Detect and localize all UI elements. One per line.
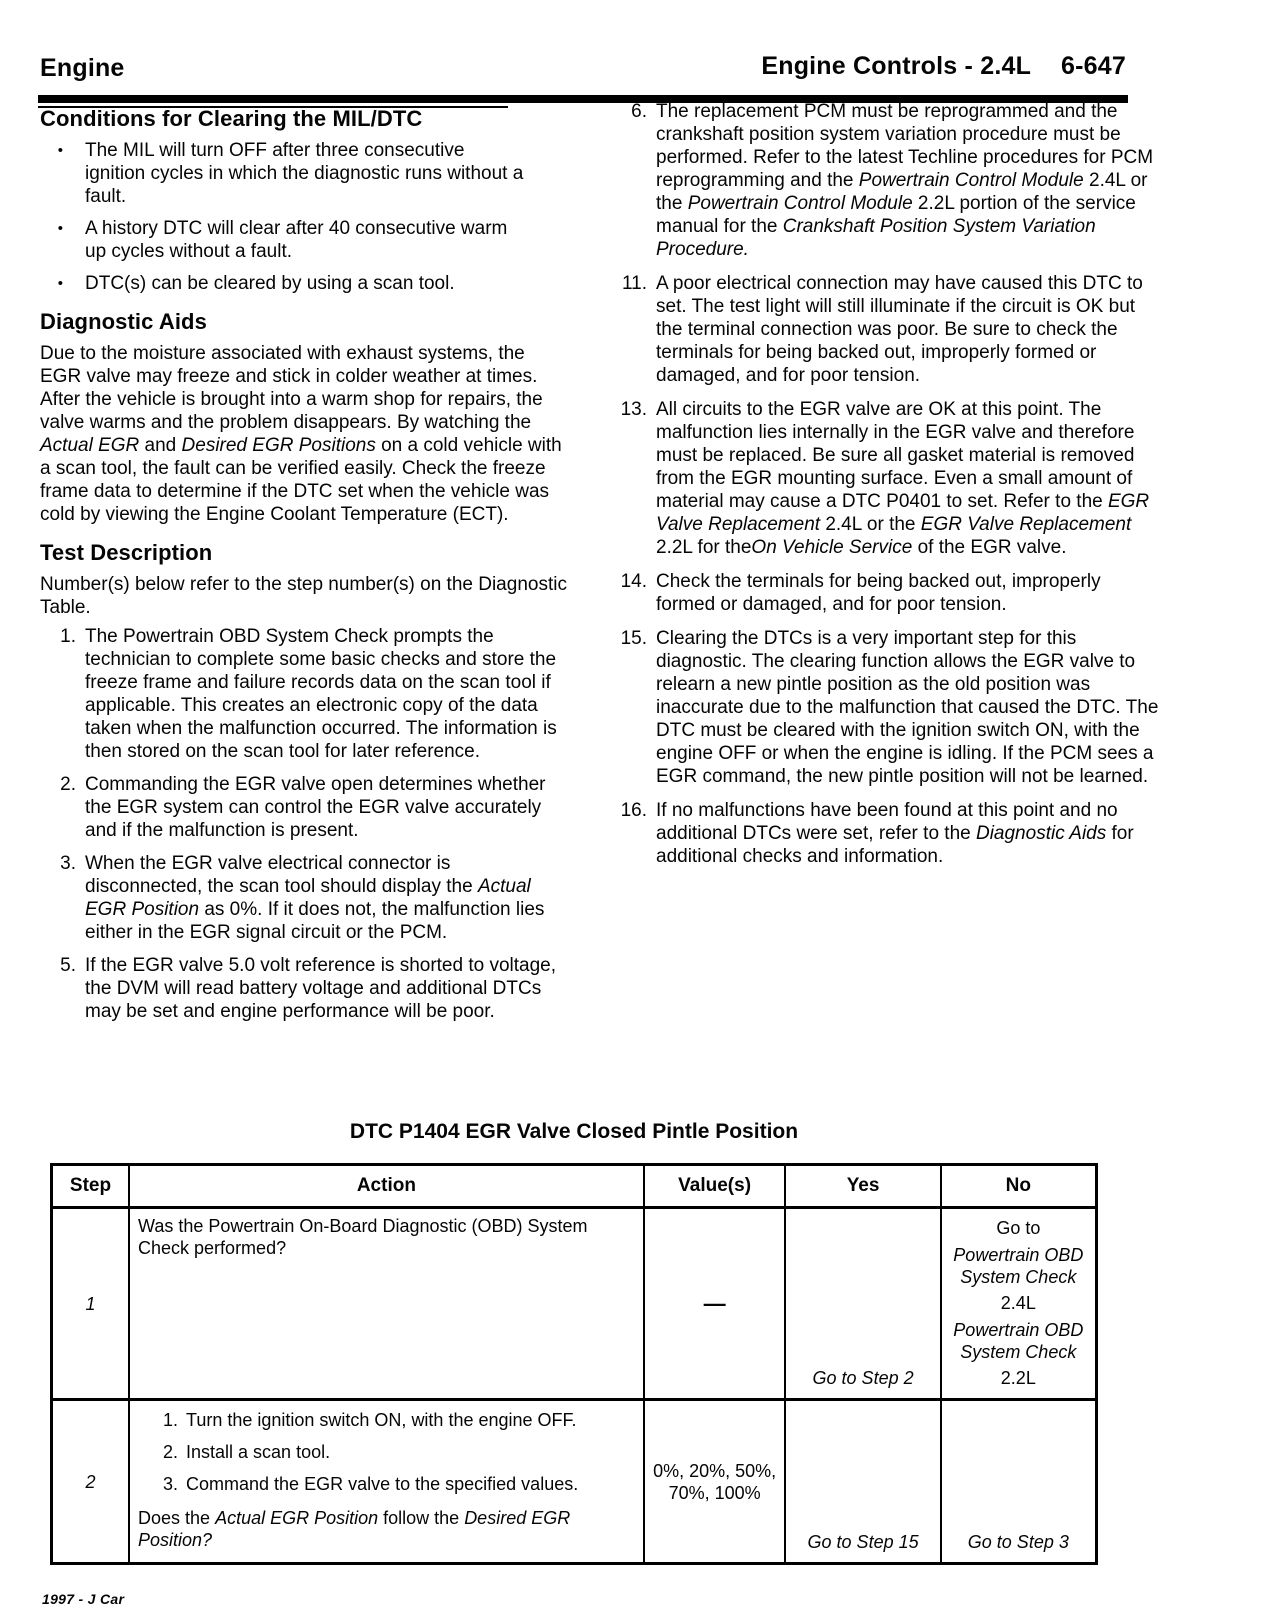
- values-cell: [643, 1206, 785, 1398]
- substep-number: 3.: [163, 1474, 179, 1494]
- diagnostic-aids-paragraph: Due to the moisture associated with exhaust systems, the EGR valve may freeze and stick in colder weather at times. After the vehicle is brought into a warm shop for repairs, the valve warms and the problem disappears. By watching the Actual EGR and Desired EGR Positions on a cold vehicle with a scan tool, the fault can be verified easily. Check the freeze frame data to determine if the DTC set when the vehicle was cold by viewing the Engine Coolant Temperature (ECT).: [40, 343, 562, 525]
- section-title: Engine Controls - 2.4L: [761, 52, 1032, 80]
- item-text: Check the terminals for being backed out, improperly formed or damaged, and for poor tension.: [656, 571, 1101, 615]
- test-description-intro: Number(s) below refer to the step number(s) on the Diagnostic Table.: [40, 574, 567, 618]
- item-number: 13.: [620, 399, 647, 420]
- right-column: [612, 100, 1164, 879]
- diagnostic-table: [50, 1163, 1098, 1565]
- item-number: 2.: [60, 774, 76, 795]
- item-text: All circuits to the EGR valve are OK at this point. The malfunction lies internally in the EGR valve and therefore must be replaced. Be sure all gasket material is removed from the EGR mounting surface. Even a small amount of material may cause a DTC P0401 to set. Refer to the EGR Valve Replacement 2.4L or the EGR Valve Replacement 2.2L for theOn Vehicle Service of the EGR valve.: [656, 399, 1150, 558]
- heading-conditions: Conditions for Clearing the MIL/DTC: [40, 106, 423, 131]
- col-header-step: Step: [69, 1175, 112, 1196]
- item-text: Commanding the EGR valve open determines whether the EGR system can control the EGR valve accurately and if the malfunction is present.: [85, 774, 546, 841]
- no-cell: Go to Step 3: [940, 1398, 1095, 1562]
- em-dash: —: [703, 1290, 726, 1316]
- item-number: 16.: [620, 800, 647, 821]
- item-text: Clearing the DTCs is a very important step for this diagnostic. The clearing function allows the EGR valve to relearn a new pintle position as the old position was inaccurate due to the malfunction that caused the DTC. The DTC must be cleared with the ignition switch ON, with the engine OFF or when the engine is idling. If the PCM sees a EGR command, the new pintle position will not be learned.: [656, 628, 1159, 787]
- item-number: 14.: [620, 571, 647, 592]
- bullet-icon: •: [57, 142, 63, 159]
- item-text: The replacement PCM must be reprogrammed and the crankshaft position system variation procedure must be performed. Refer to the latest Techline procedures for PCM reprogramming and the Powertrain Control Module 2.4L or the Powertrain Control Module 2.2L portion of the service manual for the Crankshaft Position System Variation Procedure.: [656, 101, 1154, 260]
- item-number: 5.: [60, 955, 76, 976]
- substep-number: 1.: [163, 1410, 179, 1430]
- substep: [160, 1473, 635, 1495]
- yes-cell: Go to Step 2: [784, 1206, 939, 1398]
- action-cell: [128, 1398, 643, 1562]
- item-number: 1.: [60, 626, 76, 647]
- test-step-item: [40, 625, 568, 763]
- bullet-icon: •: [57, 275, 63, 292]
- test-step-item: [40, 852, 568, 944]
- item-text: A poor electrical connection may have caused this DTC to set. The test light will still illuminate if the circuit is OK but the terminal connection was poor. Be sure to check the terminals for being backed out, improperly formed or damaged, and for poor tension.: [656, 273, 1143, 386]
- col-header-action: Action: [128, 1166, 643, 1206]
- test-step-item: [40, 773, 568, 842]
- step-number: 1: [53, 1206, 128, 1398]
- page-footer: 1997 - J Car: [42, 1591, 125, 1607]
- yes-cell: Go to Step 15: [784, 1398, 939, 1562]
- col-header-values: Value(s): [643, 1166, 785, 1206]
- item-text: When the EGR valve electrical connector is disconnected, the scan tool should display the Actual EGR Position as 0%. If it does not, the malfunction lies either in the EGR signal circuit or the PCM.: [85, 853, 545, 943]
- test-step-item: [612, 398, 1164, 559]
- heading-test-description: Test Description: [40, 540, 213, 565]
- item-text: If the EGR valve 5.0 volt reference is shorted to voltage, the DVM will read battery voltage and additional DTCs may be set and engine performance will be poor.: [85, 955, 557, 1022]
- item-number: 6.: [631, 101, 647, 122]
- substep: [160, 1441, 635, 1463]
- item-text: If no malfunctions have been found at this point and no additional DTCs were set, refer to the Diagnostic Aids for additional checks and information.: [656, 800, 1134, 867]
- action-text: Was the Powertrain On-Board Diagnostic (OBD) System Check performed?: [128, 1206, 643, 1398]
- no-version-2: 2.2L: [1000, 1368, 1036, 1388]
- substep-text: Install a scan tool.: [186, 1442, 331, 1462]
- bullet-icon: •: [57, 220, 63, 237]
- step-number: 2: [53, 1398, 128, 1562]
- bullet-text: A history DTC will clear after 40 consecutive warm up cycles without a fault.: [85, 218, 508, 262]
- col-header-no: No: [940, 1166, 1095, 1206]
- left-column: [40, 106, 568, 1033]
- diagnostic-table-title: DTC P1404 EGR Valve Closed Pintle Position: [349, 1120, 799, 1143]
- substep-text: Command the EGR valve to the specified values.: [186, 1474, 579, 1494]
- test-step-item: [612, 100, 1164, 261]
- bullet-item: [40, 217, 568, 263]
- action-question: Does the Actual EGR Position follow the Desired EGR Position?: [138, 1508, 571, 1550]
- item-text: The Powertrain OBD System Check prompts the technician to complete some basic checks and store the freeze frame and failure records data on the scan tool if applicable. This creates an electronic copy of the data taken when the malfunction occurred. The information is then stored on the scan tool for later reference.: [85, 626, 557, 762]
- page-header-right: [761, 52, 1126, 81]
- values-cell: 0%, 20%, 50%, 70%, 100%: [643, 1398, 785, 1562]
- page-number: 6-647: [1061, 52, 1126, 80]
- bullet-text: The MIL will turn OFF after three consecutive ignition cycles in which the diagnostic runs without a fault.: [85, 140, 524, 207]
- item-number: 15.: [620, 628, 647, 649]
- heading-diagnostic-aids: Diagnostic Aids: [40, 309, 207, 334]
- test-step-item: [612, 272, 1164, 387]
- substep: [160, 1409, 635, 1431]
- test-step-item: [612, 799, 1164, 868]
- no-reference-2: Powertrain OBD System Check: [953, 1319, 1084, 1362]
- test-step-item: [612, 627, 1164, 788]
- substep-text: Turn the ignition switch ON, with the engine OFF.: [186, 1410, 577, 1430]
- bullet-text: DTC(s) can be cleared by using a scan tool.: [85, 273, 455, 294]
- substep-number: 2.: [163, 1442, 179, 1462]
- bullet-item: [40, 272, 568, 295]
- col-header-yes: Yes: [784, 1166, 939, 1206]
- no-version-1: 2.4L: [1000, 1293, 1036, 1313]
- item-number: 11.: [621, 273, 647, 294]
- no-goto-label: Go to: [996, 1218, 1041, 1238]
- page-header-left: Engine: [40, 54, 125, 82]
- bullet-item: [40, 139, 568, 208]
- test-step-item: [612, 570, 1164, 616]
- test-step-item: [40, 954, 568, 1023]
- item-number: 3.: [60, 853, 76, 874]
- no-cell: [940, 1206, 1095, 1398]
- no-reference-1: Powertrain OBD System Check: [953, 1244, 1084, 1287]
